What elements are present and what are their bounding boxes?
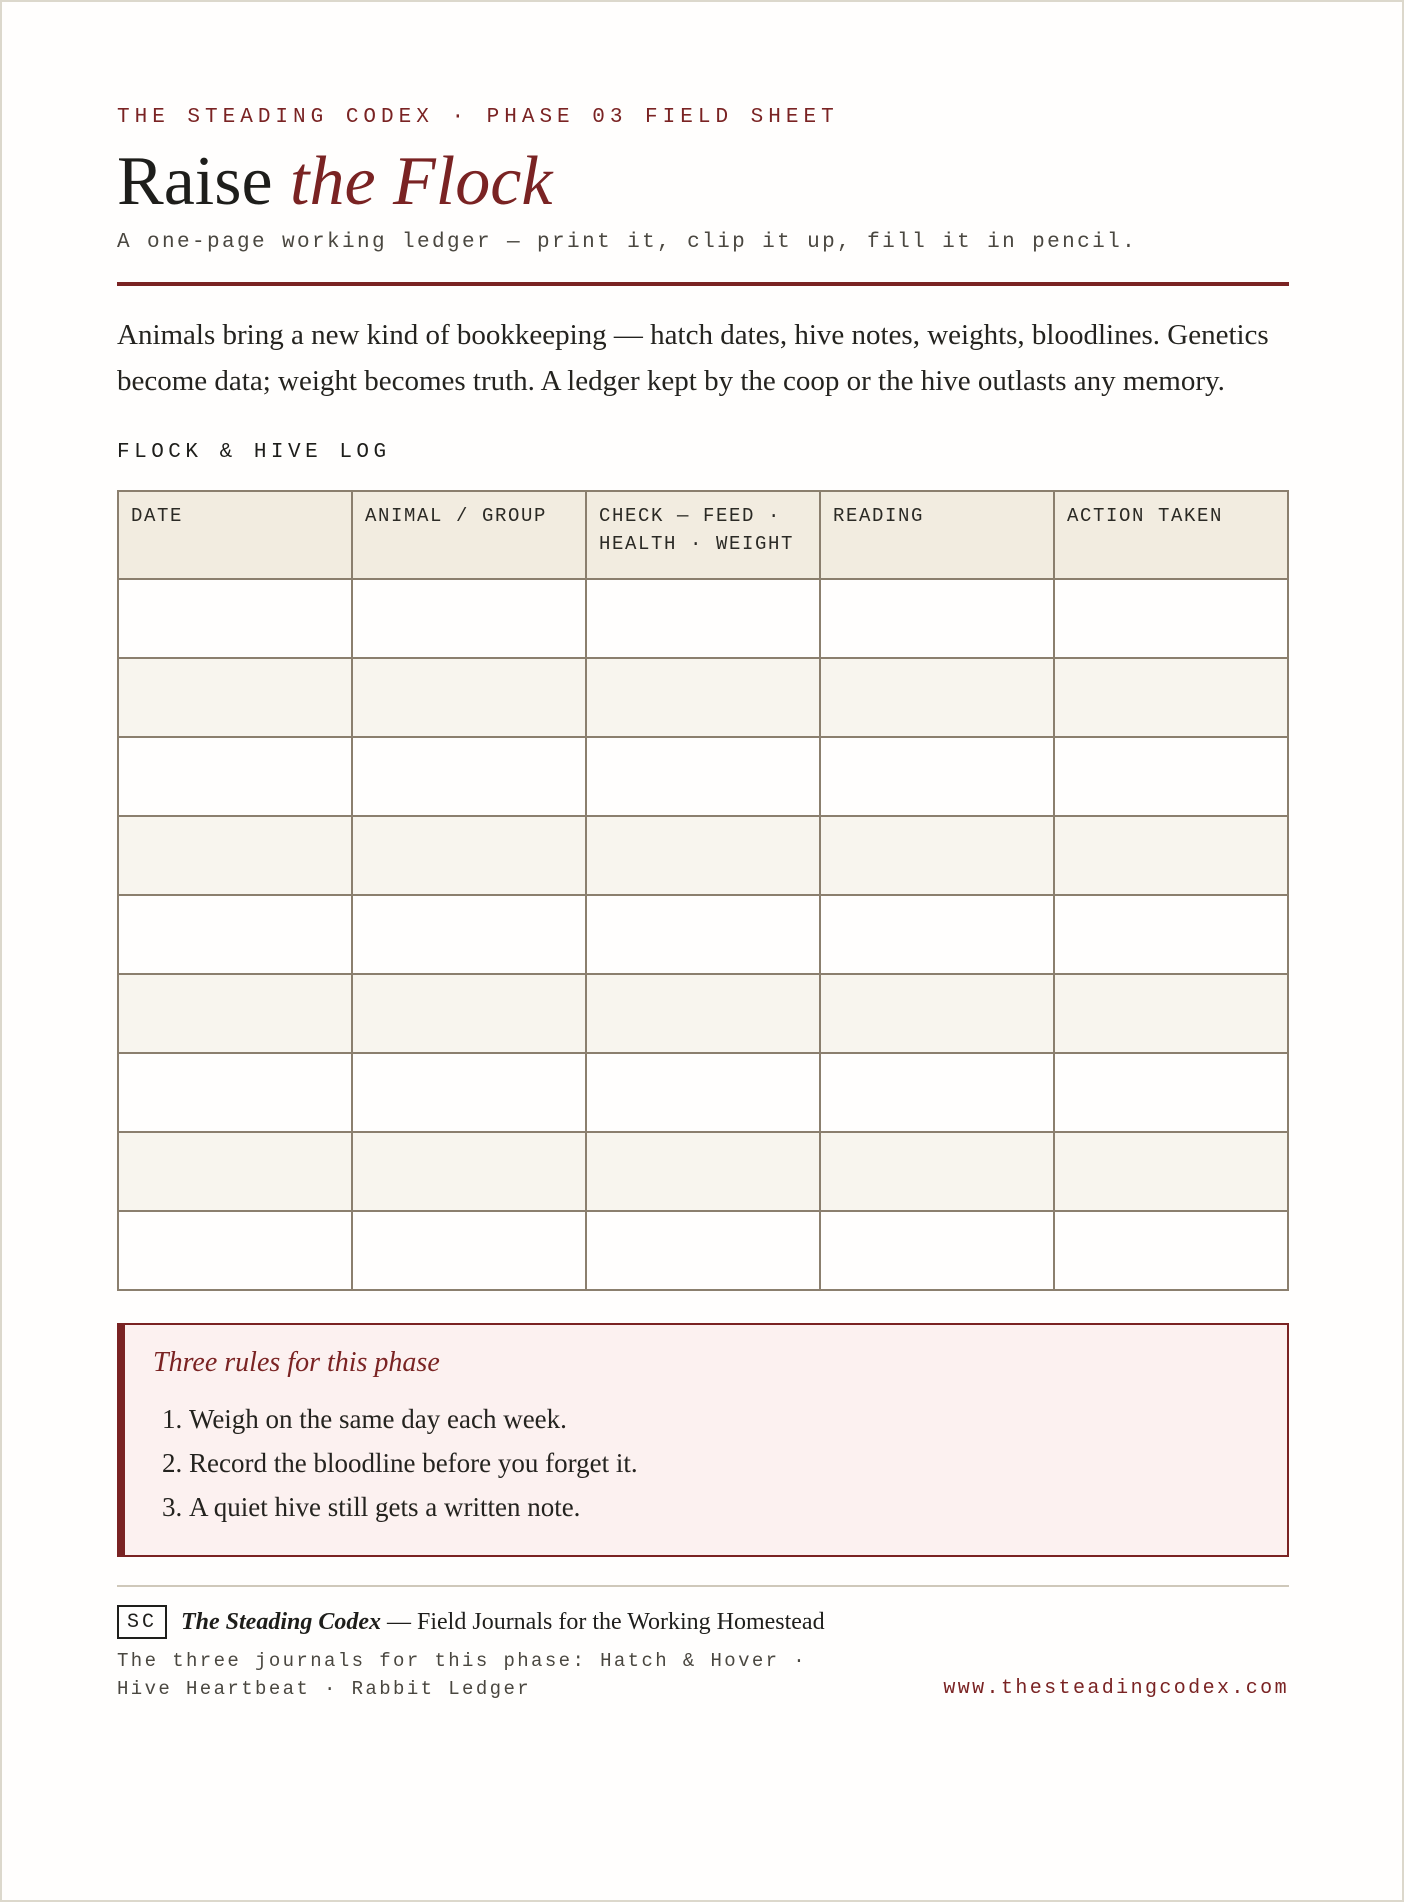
page-subtitle: A one-page working ledger — print it, clip it up, fill it in pencil.	[117, 231, 1138, 254]
log-cell[interactable]	[118, 1211, 352, 1290]
log-cell[interactable]	[118, 974, 352, 1053]
sheet-content	[117, 102, 1289, 1703]
log-cell[interactable]	[820, 737, 1054, 816]
log-cell[interactable]	[1054, 1053, 1288, 1132]
log-cell[interactable]	[820, 1211, 1054, 1290]
log-cell[interactable]	[586, 658, 820, 737]
log-cell[interactable]	[820, 895, 1054, 974]
column-header-reading: READING	[820, 491, 1054, 579]
log-cell[interactable]	[1054, 816, 1288, 895]
footer-divider	[117, 1585, 1289, 1587]
related-journals: The three journals for this phase: Hatch & Hover · Hive Heartbeat · Rabbit Ledger	[117, 1650, 808, 1700]
log-cell[interactable]	[1054, 579, 1288, 658]
log-cell[interactable]	[118, 579, 352, 658]
table-row	[118, 737, 1288, 816]
log-cell[interactable]	[1054, 737, 1288, 816]
website-link[interactable]: www.thesteadingcodex.com	[943, 1677, 1289, 1700]
phase-rules-callout	[117, 1323, 1289, 1557]
table-row	[118, 658, 1288, 737]
log-section-label: FLOCK & HIVE LOG	[117, 441, 391, 464]
log-cell[interactable]	[1054, 1211, 1288, 1290]
table-row	[118, 1211, 1288, 1290]
log-cell[interactable]	[586, 1132, 820, 1211]
log-cell[interactable]	[586, 816, 820, 895]
log-cell[interactable]	[352, 816, 586, 895]
brand-text	[181, 1609, 825, 1636]
flock-hive-log-table	[117, 490, 1289, 1291]
log-cell[interactable]	[352, 658, 586, 737]
title-plain: Raise	[117, 143, 291, 220]
log-cell[interactable]	[352, 974, 586, 1053]
brand-tagline: — Field Journals for the Working Homestead	[381, 1608, 825, 1635]
log-cell[interactable]	[118, 1132, 352, 1211]
log-cell[interactable]	[586, 974, 820, 1053]
table-row	[118, 816, 1288, 895]
log-cell[interactable]	[118, 895, 352, 974]
column-header-check: CHECK — FEED · HEALTH · WEIGHT	[586, 491, 820, 579]
log-cell[interactable]	[820, 1053, 1054, 1132]
table-row	[118, 579, 1288, 658]
log-cell[interactable]	[586, 1053, 820, 1132]
log-cell[interactable]	[586, 895, 820, 974]
column-header-animal-group: ANIMAL / GROUP	[352, 491, 586, 579]
log-cell[interactable]	[586, 737, 820, 816]
rule-item: 2. Record the bloodline before you forget it.	[189, 1441, 1257, 1485]
log-cell[interactable]	[586, 579, 820, 658]
series-eyebrow: THE STEADING CODEX · PHASE 03 FIELD SHEET	[117, 106, 839, 129]
table-row	[118, 1132, 1288, 1211]
monogram-logo: SC	[117, 1605, 167, 1639]
log-cell[interactable]	[352, 1053, 586, 1132]
log-cell[interactable]	[118, 737, 352, 816]
log-cell[interactable]	[820, 816, 1054, 895]
rules-title: Three rules for this phase	[153, 1347, 440, 1378]
log-cell[interactable]	[118, 658, 352, 737]
brand-name: The Steading Codex	[181, 1608, 382, 1635]
log-cell[interactable]	[820, 974, 1054, 1053]
rule-item: 1. Weigh on the same day each week.	[189, 1397, 1257, 1441]
log-cell[interactable]	[586, 1211, 820, 1290]
log-cell[interactable]	[352, 895, 586, 974]
log-cell[interactable]	[1054, 658, 1288, 737]
log-cell[interactable]	[352, 737, 586, 816]
page-title	[117, 142, 1289, 222]
log-cell[interactable]	[118, 816, 352, 895]
footer-bottom	[117, 1647, 1289, 1703]
footer-brand-line	[117, 1605, 1289, 1639]
log-cell[interactable]	[1054, 974, 1288, 1053]
log-cell[interactable]	[352, 579, 586, 658]
log-cell[interactable]	[118, 1053, 352, 1132]
rule-item: 3. A quiet hive still gets a written note.	[189, 1485, 1257, 1529]
log-cell[interactable]	[1054, 895, 1288, 974]
title-accent: the Flock	[290, 143, 553, 220]
log-cell[interactable]	[820, 658, 1054, 737]
log-cell[interactable]	[820, 579, 1054, 658]
log-cell[interactable]	[352, 1132, 586, 1211]
rules-list	[153, 1397, 1257, 1529]
table-row	[118, 974, 1288, 1053]
table-row	[118, 1053, 1288, 1132]
intro-paragraph: Animals bring a new kind of bookkeeping — hatch dates, hive notes, weights, bloodlines. Genetics become data; weight becomes truth. A ledger kept by the coop or the hive outlasts any memory.	[117, 319, 1269, 397]
log-cell[interactable]	[820, 1132, 1054, 1211]
column-header-action-taken: ACTION TAKEN	[1054, 491, 1288, 579]
column-header-date: DATE	[118, 491, 352, 579]
header-divider	[117, 282, 1289, 286]
log-cell[interactable]	[352, 1211, 586, 1290]
table-row	[118, 895, 1288, 974]
log-header-row	[118, 491, 1288, 579]
log-cell[interactable]	[1054, 1132, 1288, 1211]
